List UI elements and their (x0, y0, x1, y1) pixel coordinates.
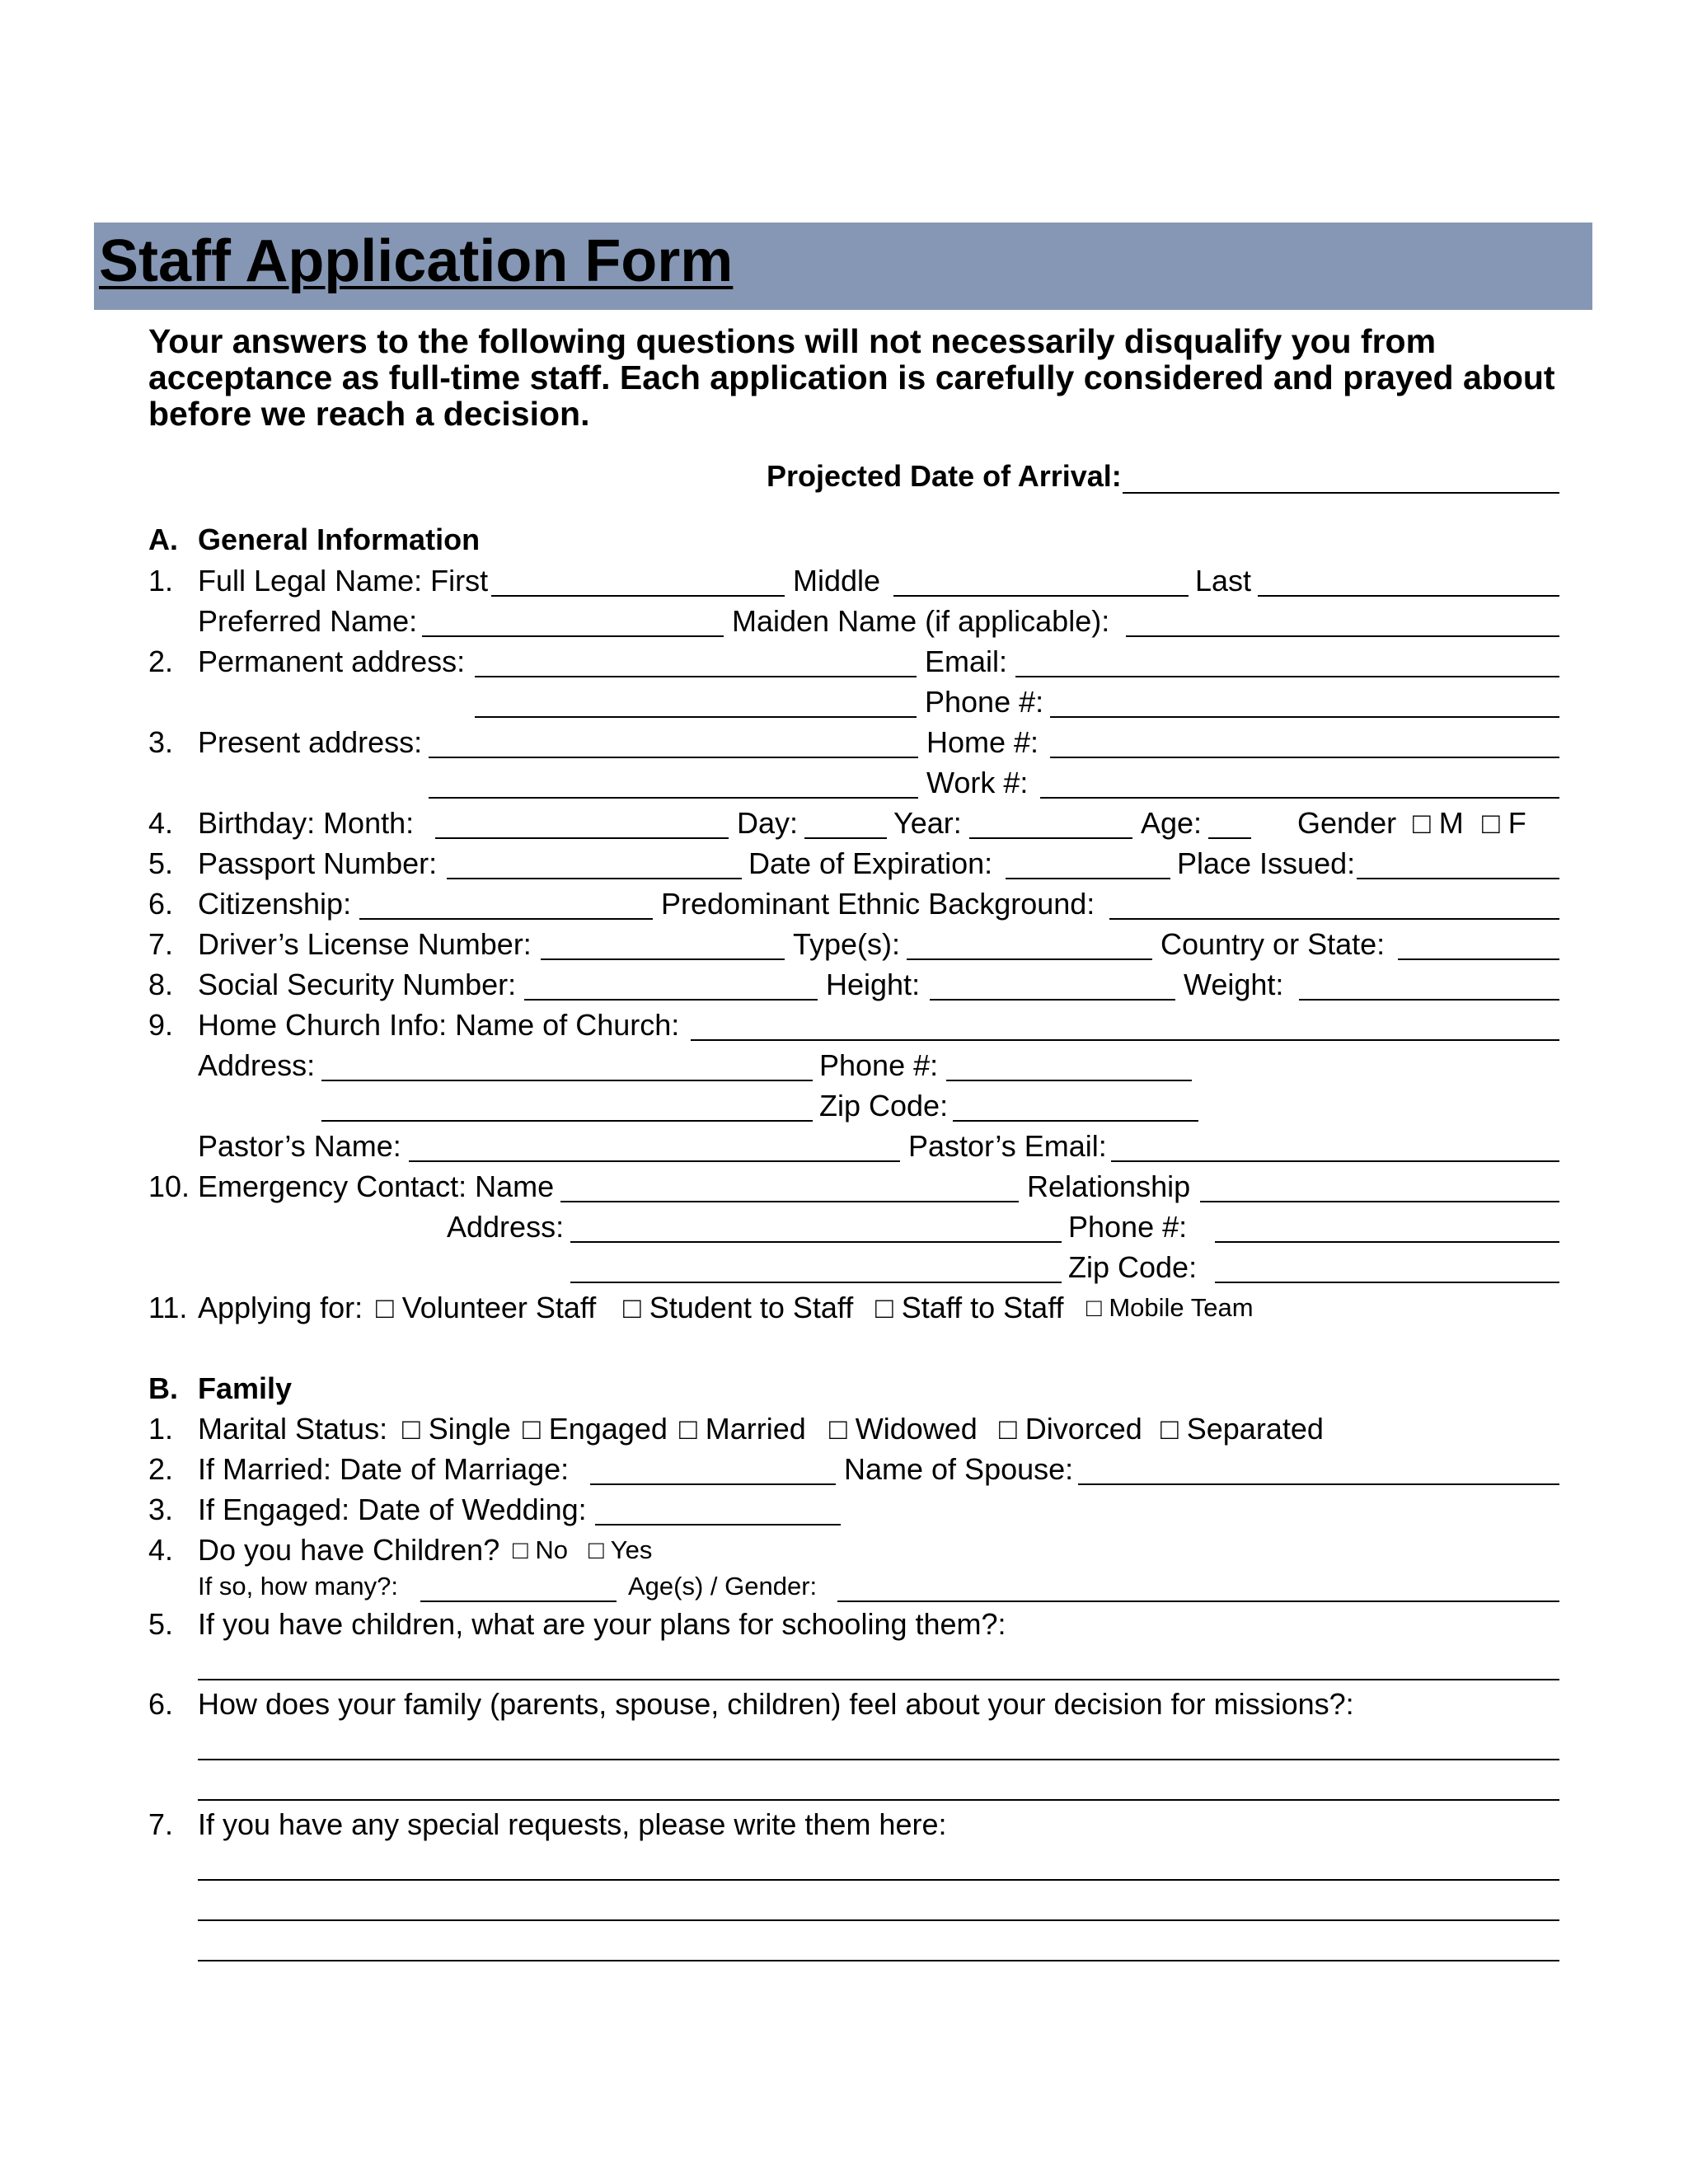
license-country-label: Country or State: (1160, 927, 1386, 961)
a1-number: 1. (148, 564, 174, 598)
middle-name-field[interactable] (893, 595, 1189, 597)
email-label: Email: (925, 644, 1008, 678)
work-phone-field[interactable] (1040, 797, 1559, 799)
license-type-label: Type(s): (793, 927, 901, 961)
a11-number: 11. (148, 1291, 188, 1324)
separated-checkbox[interactable]: □ Separated (1160, 1412, 1324, 1446)
family-feelings-line-1[interactable] (198, 1759, 1559, 1760)
marriage-date-field[interactable] (590, 1483, 836, 1485)
b2-number: 2. (148, 1452, 174, 1486)
emergency-name-label: Emergency Contact: Name (198, 1169, 555, 1203)
church-name-field[interactable] (691, 1039, 1559, 1041)
section-a-letter: A. (148, 523, 178, 556)
a4-number: 4. (148, 806, 174, 840)
birthday-day-field[interactable] (804, 837, 887, 839)
spouse-name-label: Name of Spouse: (844, 1452, 1074, 1486)
church-address-label: Address: (198, 1048, 316, 1082)
special-requests-line-1[interactable] (198, 1879, 1559, 1881)
section-a-heading: General Information (198, 523, 481, 556)
church-name-label: Home Church Info: Name of Church: (198, 1008, 680, 1042)
present-address-label: Present address: (198, 725, 423, 759)
present-address-field-1[interactable] (429, 757, 918, 758)
arrival-label: Projected Date of Arrival: (767, 459, 1122, 493)
children-count-field[interactable] (420, 1601, 617, 1602)
place-issued-label: Place Issued: (1177, 846, 1356, 880)
ethnic-background-label: Predominant Ethnic Background: (661, 887, 1095, 921)
drivers-license-label: Driver’s License Number: (198, 927, 532, 961)
b5-number: 5. (148, 1607, 174, 1641)
weight-field[interactable] (1299, 999, 1559, 1001)
present-address-field-2[interactable] (429, 797, 918, 799)
emergency-zip-label: Zip Code: (1068, 1250, 1198, 1284)
intro-text: Your answers to the following questions will not necessarily disqualify you from acceptance as full-time staff. Each application is carefully considered and prayed about before we reach a decision. (148, 322, 1555, 433)
preferred-name-field[interactable] (422, 635, 724, 637)
spouse-name-field[interactable] (1078, 1483, 1559, 1485)
phone-field[interactable] (1050, 716, 1559, 718)
applying-for-label: Applying for: (198, 1291, 363, 1324)
emergency-name-field[interactable] (560, 1201, 1019, 1202)
maiden-name-label: Maiden Name (if applicable): (732, 604, 1110, 638)
expiration-date-label: Date of Expiration: (748, 846, 993, 880)
pastor-email-label: Pastor’s Email: (908, 1129, 1107, 1163)
citizenship-field[interactable] (359, 918, 653, 920)
section-b-heading: Family (198, 1371, 293, 1405)
permanent-address-field-2[interactable] (475, 716, 917, 718)
gender-f-checkbox[interactable]: □ F (1482, 806, 1526, 840)
b7-number: 7. (148, 1807, 174, 1841)
weight-label: Weight: (1184, 968, 1284, 1001)
permanent-address-label: Permanent address: (198, 644, 466, 678)
engaged-checkbox[interactable]: □ Engaged (523, 1412, 668, 1446)
special-requests-line-2[interactable] (198, 1919, 1559, 1921)
church-phone-label: Phone #: (819, 1048, 939, 1082)
title-bar (94, 223, 1592, 310)
pastor-name-label: Pastor’s Name: (198, 1129, 401, 1163)
age-label: Age: (1141, 806, 1203, 840)
divorced-checkbox[interactable]: □ Divorced (999, 1412, 1142, 1446)
work-phone-label: Work #: (926, 766, 1029, 799)
last-name-field[interactable] (1258, 595, 1559, 597)
home-phone-field[interactable] (1050, 757, 1559, 758)
special-requests-line-3[interactable] (198, 1960, 1559, 1961)
birthday-month-label: Birthday: Month: (198, 806, 415, 840)
ssn-field[interactable] (524, 999, 818, 1001)
b4-number: 4. (148, 1533, 174, 1567)
family-feelings-label: How does your family (parents, spouse, children) feel about your decision for missions?: (198, 1687, 1354, 1721)
a3-number: 3. (148, 725, 174, 759)
ethnic-background-field[interactable] (1109, 918, 1559, 920)
emergency-phone-label: Phone #: (1068, 1210, 1188, 1244)
marriage-date-label: If Married: Date of Marriage: (198, 1452, 570, 1486)
a7-number: 7. (148, 927, 174, 961)
church-phone-field[interactable] (946, 1080, 1192, 1081)
widowed-checkbox[interactable]: □ Widowed (829, 1412, 978, 1446)
birthday-year-label: Year: (893, 806, 962, 840)
height-field[interactable] (930, 999, 1175, 1001)
emergency-zip-field[interactable] (1215, 1282, 1559, 1283)
preferred-name-label: Preferred Name: (198, 604, 418, 638)
schooling-plans-label: If you have children, what are your plans for schooling them?: (198, 1607, 1006, 1641)
birthday-month-field[interactable] (435, 837, 729, 839)
a2-number: 2. (148, 644, 174, 678)
relationship-field[interactable] (1200, 1201, 1559, 1202)
birthday-day-label: Day: (737, 806, 799, 840)
expiration-date-field[interactable] (1006, 878, 1170, 879)
single-checkbox[interactable]: □ Single (402, 1412, 511, 1446)
marital-status-label: Marital Status: (198, 1412, 388, 1446)
wedding-date-field[interactable] (595, 1524, 841, 1526)
b1-number: 1. (148, 1412, 174, 1446)
special-requests-label: If you have any special requests, please write them here: (198, 1807, 947, 1841)
passport-number-field[interactable] (447, 878, 742, 879)
arrival-field[interactable] (1123, 492, 1559, 494)
schooling-plans-line-1[interactable] (198, 1679, 1559, 1680)
permanent-address-field-1[interactable] (475, 676, 917, 677)
wedding-date-label: If Engaged: Date of Wedding: (198, 1493, 587, 1526)
first-name-field[interactable] (491, 595, 785, 597)
gender-label: Gender (1297, 806, 1397, 840)
volunteer-staff-checkbox[interactable]: □ Volunteer Staff (376, 1291, 597, 1324)
a9-number: 9. (148, 1008, 174, 1042)
church-zip-field[interactable] (953, 1120, 1198, 1122)
children-no-checkbox[interactable]: □ No (513, 1535, 568, 1564)
a5-number: 5. (148, 846, 174, 880)
drivers-license-field[interactable] (541, 958, 785, 960)
section-b-letter: B. (148, 1371, 178, 1405)
middle-name-label: Middle (793, 564, 881, 598)
b3-number: 3. (148, 1493, 174, 1526)
pastor-name-field[interactable] (409, 1160, 900, 1162)
passport-number-label: Passport Number: (198, 846, 438, 880)
age-field[interactable] (1208, 837, 1251, 839)
a8-number: 8. (148, 968, 174, 1001)
maiden-name-field[interactable] (1126, 635, 1559, 637)
children-yes-checkbox[interactable]: □ Yes (588, 1535, 653, 1564)
license-type-field[interactable] (907, 958, 1152, 960)
a10-number: 10. (148, 1169, 190, 1203)
citizenship-label: Citizenship: (198, 887, 352, 921)
gender-m-checkbox[interactable]: □ M (1413, 806, 1464, 840)
place-issued-field[interactable] (1357, 878, 1559, 879)
children-ages-field[interactable] (837, 1601, 1559, 1602)
phone-label: Phone #: (925, 685, 1044, 719)
last-name-label: Last (1195, 564, 1252, 598)
children-ages-label: Age(s) / Gender: (628, 1572, 818, 1601)
relationship-label: Relationship (1027, 1169, 1191, 1203)
emergency-address-field-2[interactable] (570, 1282, 1062, 1283)
mobile-team-checkbox[interactable]: □ Mobile Team (1086, 1293, 1254, 1322)
pastor-email-field[interactable] (1111, 1160, 1559, 1162)
license-country-field[interactable] (1398, 958, 1559, 960)
emergency-phone-field[interactable] (1215, 1241, 1559, 1243)
ssn-label: Social Security Number: (198, 968, 517, 1001)
church-address-field-2[interactable] (321, 1120, 813, 1122)
birthday-year-field[interactable] (969, 837, 1132, 839)
children-question-label: Do you have Children? (198, 1533, 500, 1567)
emergency-address-field-1[interactable] (570, 1241, 1062, 1243)
first-name-label: Full Legal Name: First (198, 564, 489, 598)
student-to-staff-checkbox[interactable]: □ Student to Staff (623, 1291, 854, 1324)
emergency-address-label: Address: (447, 1210, 565, 1244)
email-field[interactable] (1015, 676, 1559, 677)
b6-number: 6. (148, 1687, 174, 1721)
church-zip-label: Zip Code: (819, 1089, 949, 1122)
married-checkbox[interactable]: □ Married (679, 1412, 806, 1446)
a6-number: 6. (148, 887, 174, 921)
family-feelings-line-2[interactable] (198, 1799, 1559, 1801)
children-count-label: If so, how many?: (198, 1572, 398, 1601)
height-label: Height: (826, 968, 921, 1001)
home-phone-label: Home #: (926, 725, 1039, 759)
church-address-field-1[interactable] (321, 1080, 813, 1081)
page-title: Staff Application Form (99, 228, 734, 294)
staff-to-staff-checkbox[interactable]: □ Staff to Staff (875, 1291, 1064, 1324)
